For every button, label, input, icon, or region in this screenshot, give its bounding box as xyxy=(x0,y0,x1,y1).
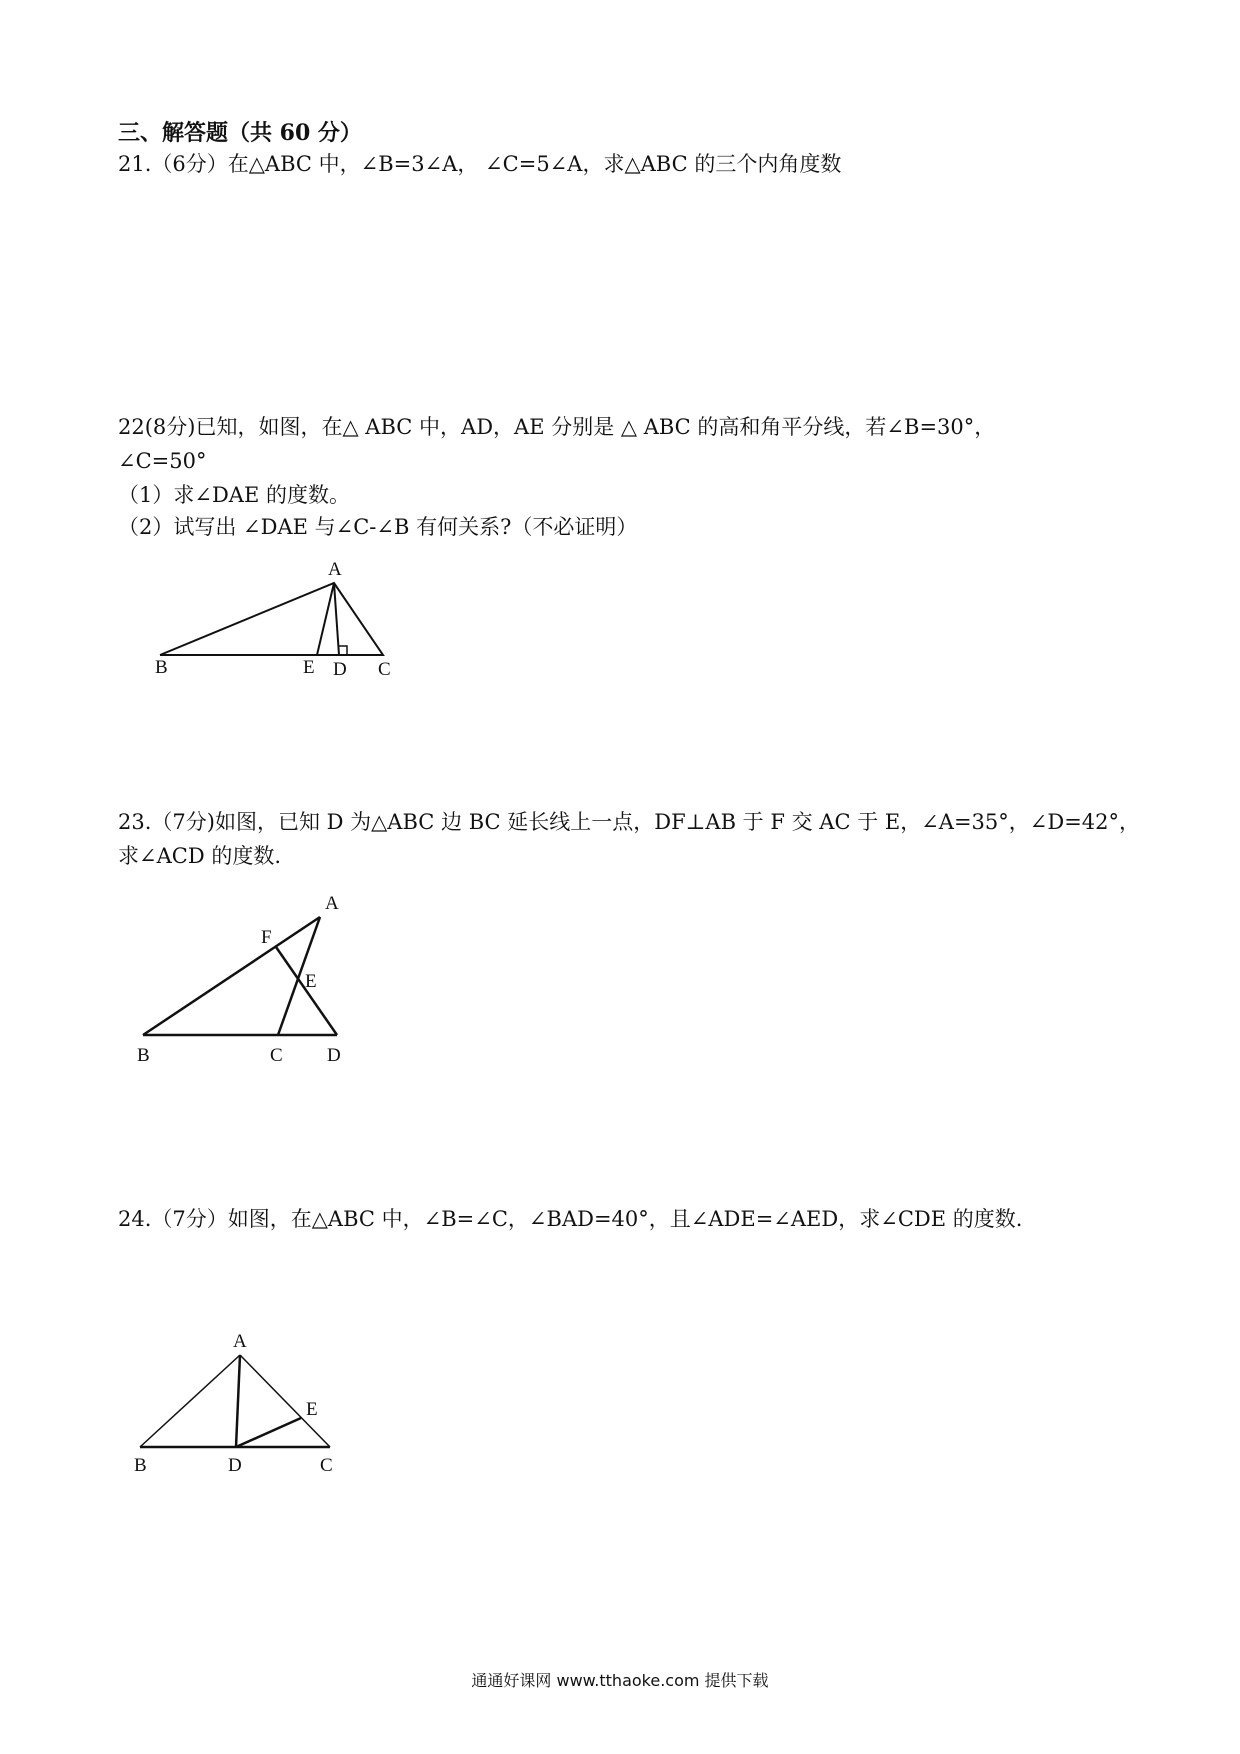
figure-24-label-e: E xyxy=(306,1399,318,1420)
question-22-part-2: （2）试写出 ∠DAE 与∠C-∠B 有何关系?（不必证明） xyxy=(118,515,638,539)
figure-24-segment-ad xyxy=(236,1355,240,1447)
section-title: 三、解答题（共 60 分） xyxy=(118,120,362,146)
figure-22-outline xyxy=(160,583,383,655)
question-23-line-1: 23.（7分)如图，已知 D 为△ABC 边 BC 延长线上一点，DF⊥AB 于 F 交 AC 于 E，∠A=35°，∠D=42°， xyxy=(118,810,1141,834)
figure-22-altitude-ad xyxy=(334,583,339,655)
figure-23-label-e: E xyxy=(305,971,317,992)
figure-24-label-c: C xyxy=(320,1455,333,1476)
figure-23-label-c: C xyxy=(270,1045,283,1066)
figure-22-label-b: B xyxy=(155,657,168,678)
question-22-part-1: （1）求∠DAE 的度数。 xyxy=(118,483,350,507)
figure-22-triangle xyxy=(140,555,460,685)
figure-22-label-e: E xyxy=(303,657,315,678)
figure-24-label-b: B xyxy=(134,1455,147,1476)
figure-22-right-angle-mark xyxy=(339,646,347,655)
question-22-line-1: 22(8分)已知，如图，在△ ABC 中，AD，AE 分别是 △ ABC 的高和角平分线，若∠B=30°， xyxy=(118,415,996,439)
figure-24-label-a: A xyxy=(233,1331,247,1352)
figure-23-label-a: A xyxy=(325,893,339,914)
question-23-line-2: 求∠ACD 的度数. xyxy=(118,844,282,868)
question-24: 24.（7分）如图，在△ABC 中，∠B=∠C，∠BAD=40°，且∠ADE=∠AED，求∠CDE 的度数. xyxy=(118,1207,1023,1231)
question-21: 21.（6分）在△ABC 中，∠B=3∠A， ∠C=5∠A，求△ABC 的三个内角度数 xyxy=(118,152,842,176)
figure-24-side-ab xyxy=(140,1355,240,1447)
question-22-line-2: ∠C=50° xyxy=(118,449,207,473)
figure-24-triangle xyxy=(120,1325,440,1475)
figure-22-bisector-ae xyxy=(317,583,334,655)
figure-24-segment-de xyxy=(236,1418,301,1447)
figure-23-side-ab xyxy=(143,917,320,1035)
figure-23-triangle xyxy=(120,885,440,1075)
figure-22-label-a: A xyxy=(328,559,342,580)
figure-24-label-d: D xyxy=(228,1455,242,1476)
figure-23-label-b: B xyxy=(137,1045,150,1066)
figure-22-label-d: D xyxy=(333,659,347,680)
figure-22-label-c: C xyxy=(378,659,391,680)
figure-23-label-d: D xyxy=(327,1045,341,1066)
page-footer: 通通好课网 www.tthaoke.com 提供下载 xyxy=(471,1671,769,1690)
figure-23-label-f: F xyxy=(261,927,272,948)
